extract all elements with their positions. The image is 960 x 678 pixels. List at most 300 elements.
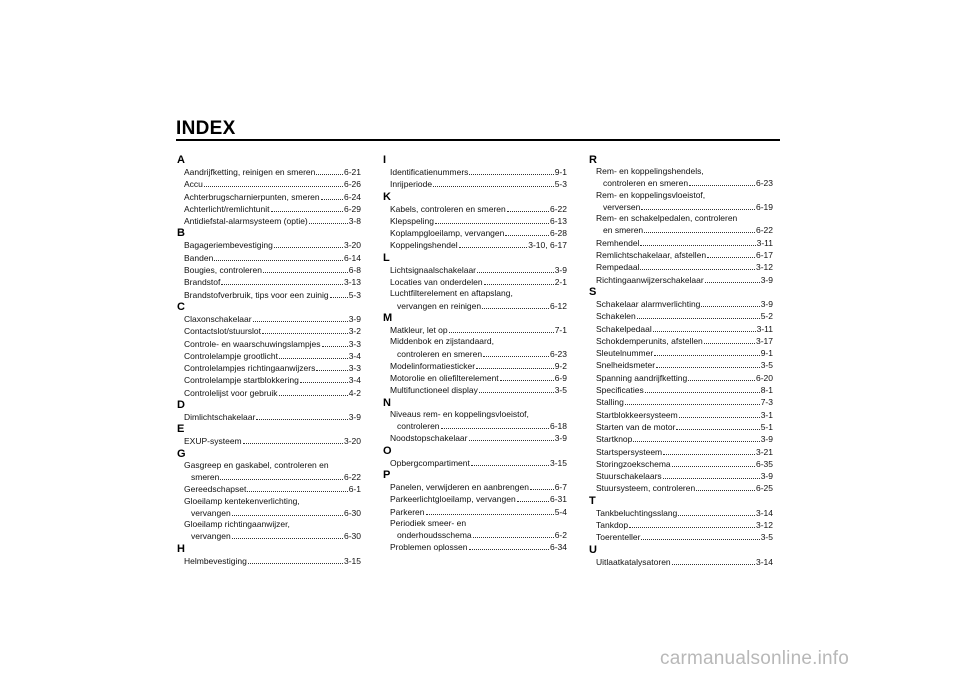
dot-leader xyxy=(689,177,755,186)
index-entry xyxy=(589,556,773,568)
index-entry-text: Koplampgloeilamp, vervangen xyxy=(390,228,505,239)
index-entry-text: Bougies, controleren xyxy=(184,265,262,276)
index-entry-page: 3-4 xyxy=(348,375,361,386)
dot-leader xyxy=(253,313,348,322)
index-entry-text: Matkleur, let op xyxy=(390,324,448,335)
index-entry xyxy=(383,215,567,227)
dot-leader xyxy=(656,359,760,368)
index-entry-page: 6-21 xyxy=(343,167,361,177)
index-entry-text: Helmbevestiging xyxy=(184,555,247,566)
dot-leader xyxy=(426,506,554,515)
index-entry xyxy=(589,384,773,396)
dot-leader xyxy=(530,481,554,490)
index-entry xyxy=(589,323,773,335)
index-entry xyxy=(177,276,361,288)
dot-leader xyxy=(477,264,554,273)
index-entry-page: 3-10, 6-17 xyxy=(528,240,567,251)
index-letter-heading: C xyxy=(177,300,185,313)
index-entry-page: 6-2 xyxy=(554,530,567,541)
index-entry-page: 3-15 xyxy=(343,555,361,566)
dot-leader xyxy=(247,483,347,492)
index-entry xyxy=(589,335,773,347)
index-entry xyxy=(177,264,361,276)
index-entry-page: 3-14 xyxy=(755,507,773,518)
index-letter-heading: G xyxy=(177,447,186,460)
index-entry xyxy=(589,482,773,494)
index-entry xyxy=(589,396,773,408)
index-entry-page: 3-12 xyxy=(755,262,773,273)
index-entry-page: 3-9 xyxy=(348,412,361,423)
index-entry-text: Locaties van onderdelen xyxy=(390,277,483,288)
index-entry-text: Gloeilamp richtingaanwijzer, xyxy=(184,519,290,530)
index-entry-text: Periodiek smeer- en xyxy=(390,517,467,528)
index-column-3 xyxy=(589,154,773,568)
dot-leader xyxy=(663,470,760,479)
dot-leader xyxy=(517,493,549,502)
index-entry-page: 8-1 xyxy=(760,385,773,396)
index-letter-heading: L xyxy=(383,251,390,264)
dot-leader xyxy=(322,338,348,347)
index-entry-page: 3-1 xyxy=(760,409,773,420)
dot-leader xyxy=(663,446,755,455)
index-entry-text: Parkeren xyxy=(390,506,425,517)
index-entry-page: 3-11 xyxy=(756,237,773,248)
index-entry-text: Rem- en schakelpedalen, controleren xyxy=(596,213,738,224)
index-entry xyxy=(177,555,361,567)
dot-leader xyxy=(316,166,343,175)
index-entry-text: Controlelijst voor gebruik xyxy=(184,387,278,398)
dot-leader xyxy=(676,421,759,430)
index-entry-text: Niveaus rem- en koppelingsvloeistof, xyxy=(390,408,529,419)
index-entry-text: Lichtsignaalschakelaar xyxy=(390,264,476,275)
index-entry-page: 3-3 xyxy=(348,363,361,374)
dot-leader xyxy=(204,178,343,187)
index-entry-page: 7-1 xyxy=(554,324,567,335)
index-entry xyxy=(383,409,567,433)
index-entry xyxy=(177,496,361,520)
dot-leader xyxy=(653,323,756,332)
dot-leader xyxy=(479,384,554,393)
index-letter-heading: U xyxy=(589,543,597,556)
dot-leader xyxy=(243,435,343,444)
index-entry-page: 3-9 xyxy=(554,433,567,444)
index-column-2 xyxy=(383,154,567,554)
index-entry xyxy=(383,506,567,518)
index-entry-page: 2-1 xyxy=(554,277,567,288)
index-letter-heading: M xyxy=(383,311,393,324)
index-entry xyxy=(589,409,773,421)
index-entry-text: Aandrijfketting, reinigen en smeren xyxy=(184,167,316,177)
index-entry-page: 5-4 xyxy=(554,506,567,517)
dot-leader xyxy=(701,298,759,307)
index-entry-text: Schakelpedaal xyxy=(596,323,652,334)
index-entry-page: 6-34 xyxy=(549,542,567,553)
index-column-1 xyxy=(177,154,361,567)
index-letter-heading: N xyxy=(383,396,391,409)
index-entry-text: Kabels, controleren en smeren xyxy=(390,203,506,214)
index-entry-page: 6-31 xyxy=(549,494,567,505)
index-entry-text: Brandstofverbruik, tips voor een zuinig xyxy=(184,289,329,300)
index-entry xyxy=(383,541,567,553)
index-entry-page: 6-28 xyxy=(549,228,567,239)
index-entry-text: vervangen en reinigen xyxy=(397,300,482,311)
index-entry xyxy=(589,237,773,249)
index-entry-text: Controlelampjes richtingaanwijzers xyxy=(184,363,316,374)
dot-leader xyxy=(640,237,755,246)
dot-leader xyxy=(633,433,759,442)
index-entry-text: Tankbeluchtingsslang xyxy=(596,507,678,518)
index-entry xyxy=(589,249,773,261)
index-entry xyxy=(383,324,567,336)
index-entry-text: Snelheidsmeter xyxy=(596,360,656,371)
index-entry xyxy=(177,289,361,301)
watermark: carmanualsonline.info xyxy=(660,648,850,669)
dot-leader xyxy=(484,276,554,285)
dot-leader xyxy=(441,420,549,429)
index-entry xyxy=(177,483,361,495)
index-entry xyxy=(383,372,567,384)
index-entry-page: 6-35 xyxy=(755,458,773,469)
index-entry xyxy=(177,362,361,374)
index-entry xyxy=(177,435,361,447)
dot-leader xyxy=(471,457,549,466)
dot-leader xyxy=(300,374,348,383)
index-entry-page: 3-9 xyxy=(760,434,773,445)
index-entry xyxy=(589,274,773,286)
index-entry-text: Specificaties xyxy=(596,385,644,396)
index-entry-page: 6-14 xyxy=(343,252,361,263)
index-letter-heading: R xyxy=(589,154,597,166)
index-entry-page: 6-22 xyxy=(755,225,773,236)
index-entry xyxy=(589,421,773,433)
dot-leader xyxy=(707,249,755,258)
index-entry-text: Achterlicht/remlichtunit xyxy=(184,203,270,214)
index-entry xyxy=(177,350,361,362)
index-entry xyxy=(383,276,567,288)
index-letter-heading: K xyxy=(383,190,391,203)
dot-leader xyxy=(459,239,528,248)
dot-leader xyxy=(505,227,549,236)
index-entry xyxy=(589,531,773,543)
index-letter-heading: P xyxy=(383,468,391,481)
index-entry xyxy=(383,481,567,493)
index-entry xyxy=(589,458,773,470)
index-entry-page: 3-20 xyxy=(343,240,361,251)
index-entry xyxy=(383,360,567,372)
index-entry-text: Klepspeling xyxy=(390,215,434,226)
index-entry-text: onderhoudsschema xyxy=(397,530,472,541)
dot-leader xyxy=(473,529,554,538)
index-entry xyxy=(383,336,567,360)
dot-leader xyxy=(279,350,348,359)
index-entry xyxy=(177,166,361,178)
index-entry-page: 3-5 xyxy=(554,385,567,396)
index-entry-page: 6-22 xyxy=(549,203,567,214)
index-entry-text: Bagageriembevestiging xyxy=(184,240,273,251)
index-entry-page: 3-9 xyxy=(348,313,361,324)
index-letter-heading: T xyxy=(589,494,596,507)
index-entry-text: verversen xyxy=(603,201,641,212)
index-entry-page: 6-23 xyxy=(549,348,567,359)
index-entry-text: Rem- en koppelingshendels, xyxy=(596,166,704,176)
index-entry-text: Koppelingshendel xyxy=(390,240,458,251)
dot-leader xyxy=(248,555,343,564)
dot-leader xyxy=(672,458,755,467)
index-entry-text: Identificatienummers xyxy=(390,167,469,177)
index-entry-text: Middenbok en zijstandaard, xyxy=(390,336,494,347)
index-letter-heading: O xyxy=(383,444,392,457)
index-entry-text: Stuursysteem, controleren xyxy=(596,483,696,494)
dot-leader xyxy=(469,432,554,441)
dot-leader xyxy=(704,335,755,344)
index-entry-text: Rem- en koppelingsvloeistof, xyxy=(596,189,706,200)
index-entry xyxy=(383,518,567,542)
index-entry-text: Toerenteller xyxy=(596,532,641,543)
index-entry xyxy=(383,264,567,276)
index-entry-text: Banden xyxy=(184,252,214,263)
dot-leader xyxy=(500,372,554,381)
dot-leader xyxy=(679,409,760,418)
dot-leader xyxy=(214,252,343,261)
index-entry-text: en smeren xyxy=(603,225,644,236)
dot-leader xyxy=(654,347,760,356)
index-entry xyxy=(589,372,773,384)
index-entry-text: controleren en smeren xyxy=(603,178,689,189)
index-entry-page: 6-20 xyxy=(755,372,773,383)
dot-leader xyxy=(469,541,549,550)
index-entry-page: 6-7 xyxy=(554,481,567,492)
index-entry xyxy=(589,298,773,310)
index-entry-text: smeren xyxy=(191,471,220,482)
index-entry-text: Storingzoekschema xyxy=(596,458,671,469)
index-entry xyxy=(383,457,567,469)
index-entry xyxy=(177,338,361,350)
index-entry-page: 3-14 xyxy=(755,556,773,567)
index-letter-heading: S xyxy=(589,285,597,298)
index-entry-text: Gasgreep en gaskabel, controleren en xyxy=(184,459,329,470)
dot-leader xyxy=(469,166,553,175)
index-entry-text: Tankdop xyxy=(596,520,629,531)
index-entry-text: Gloeilamp kentekenverlichting, xyxy=(184,495,300,506)
index-entry xyxy=(589,190,773,214)
dot-leader xyxy=(263,264,348,273)
dot-leader xyxy=(274,239,343,248)
dot-leader xyxy=(279,387,348,396)
index-entry xyxy=(589,213,773,237)
index-entry-page: 3-5 xyxy=(760,532,773,543)
index-entry-page: 6-17 xyxy=(755,250,773,261)
index-entry-page: 3-4 xyxy=(348,350,361,361)
index-entry xyxy=(383,288,567,312)
index-entry xyxy=(177,191,361,203)
index-entry xyxy=(177,460,361,484)
index-entry-page: 3-9 xyxy=(554,264,567,275)
index-letter-heading: E xyxy=(177,423,185,436)
index-entry-text: Inrijperiode xyxy=(390,179,433,190)
index-entry-page: 6-23 xyxy=(755,178,773,189)
page-title: INDEX xyxy=(176,118,236,139)
index-entry-text: Motorolie en oliefilterelement xyxy=(390,373,499,384)
index-entry-page: 6-22 xyxy=(343,471,361,482)
index-entry xyxy=(589,446,773,458)
index-entry-text: Rempedaal xyxy=(596,262,640,273)
index-entry-text: Schakelaar alarmverlichting xyxy=(596,298,701,309)
dot-leader xyxy=(262,325,348,334)
dot-leader xyxy=(641,531,759,540)
index-entry xyxy=(383,203,567,215)
index-entry-page: 3-12 xyxy=(755,520,773,531)
index-entry-page: 3-20 xyxy=(343,436,361,447)
index-entry-page: 3-2 xyxy=(348,326,361,337)
dot-leader xyxy=(232,507,343,516)
index-entry xyxy=(177,374,361,386)
index-entry-text: vervangen xyxy=(191,507,231,518)
dot-leader xyxy=(672,556,755,565)
dot-leader xyxy=(483,348,549,357)
dot-leader xyxy=(220,471,343,480)
index-entry xyxy=(177,178,361,190)
index-entry-page: 3-9 xyxy=(760,471,773,482)
index-entry-text: Schakelen xyxy=(596,311,636,322)
index-entry xyxy=(383,493,567,505)
index-entry-text: Remhendel xyxy=(596,237,640,248)
index-entry xyxy=(589,470,773,482)
dot-leader xyxy=(476,360,554,369)
index-entry-text: Problemen oplossen xyxy=(390,542,468,553)
index-entry-text: Spanning aandrijfketting xyxy=(596,372,688,383)
index-entry-text: Startspersysteem xyxy=(596,446,663,457)
index-entry-page: 6-30 xyxy=(343,531,361,542)
index-entry xyxy=(383,178,567,190)
index-entry-text: Luchtfilterelement en aftapslang, xyxy=(390,288,513,299)
index-entry-text: Stuurschakelaars xyxy=(596,471,662,482)
dot-leader xyxy=(433,178,554,187)
index-entry-page: 7-3 xyxy=(760,397,773,408)
index-entry xyxy=(589,519,773,531)
index-entry-text: Richtingaanwijzerschakelaar xyxy=(596,274,704,285)
index-entry-page: 6-30 xyxy=(343,507,361,518)
index-entry-text: Controlelampje grootlicht xyxy=(184,350,279,361)
index-entry-text: Achterbrugscharnierpunten, smeren xyxy=(184,191,320,202)
dot-leader xyxy=(507,203,549,212)
index-entry-text: Schokdemperunits, afstellen xyxy=(596,335,703,346)
index-entry xyxy=(383,227,567,239)
index-entry-page: 5-2 xyxy=(760,311,773,322)
index-entry-page: 6-1 xyxy=(348,484,361,495)
index-entry xyxy=(177,387,361,399)
index-entry-page: 6-13 xyxy=(549,215,567,226)
index-entry-page: 6-8 xyxy=(348,265,361,276)
index-entry-page: 3-13 xyxy=(343,277,361,288)
dot-leader xyxy=(688,372,755,381)
index-entry-page: 3-9 xyxy=(760,274,773,285)
index-entry-page: 3-11 xyxy=(756,323,773,334)
dot-leader xyxy=(696,482,755,491)
index-letter-heading: I xyxy=(383,154,387,166)
index-entry-text: Accu xyxy=(184,179,203,190)
dot-leader xyxy=(309,215,348,224)
index-entry-text: Gereedschapset xyxy=(184,484,247,495)
dot-leader xyxy=(321,191,343,200)
index-entry-page: 5-1 xyxy=(760,421,773,432)
index-entry xyxy=(589,261,773,273)
dot-leader xyxy=(640,261,755,270)
index-entry xyxy=(383,384,567,396)
dot-leader xyxy=(316,362,347,371)
index-entry-page: 6-19 xyxy=(755,201,773,212)
index-entry-text: controleren xyxy=(397,421,440,432)
dot-leader xyxy=(645,384,760,393)
index-entry-page: 3-5 xyxy=(760,360,773,371)
dot-leader xyxy=(625,396,760,405)
index-entry-text: Startknop xyxy=(596,434,633,445)
index-entry-page: 5-3 xyxy=(554,179,567,190)
index-entry xyxy=(589,310,773,322)
index-entry-text: vervangen xyxy=(191,531,231,542)
dot-leader xyxy=(232,530,343,539)
dot-leader xyxy=(705,274,760,283)
dot-leader xyxy=(449,324,554,333)
index-entry-text: Controle- en waarschuwingslampjes xyxy=(184,338,321,349)
index-entry-page: 6-26 xyxy=(343,179,361,190)
index-entry xyxy=(589,507,773,519)
index-entry-page: 3-8 xyxy=(348,216,361,227)
index-entry-page: 9-1 xyxy=(760,348,773,359)
index-entry-text: Claxonschakelaar xyxy=(184,313,252,324)
dot-leader xyxy=(644,224,755,233)
dot-leader xyxy=(256,411,347,420)
index-letter-heading: D xyxy=(177,399,185,412)
index-entry-page: 5-3 xyxy=(348,289,361,300)
index-entry xyxy=(177,252,361,264)
index-entry-text: EXUP-systeem xyxy=(184,436,242,447)
index-entry-text: controleren en smeren xyxy=(397,348,483,359)
index-entry-page: 4-2 xyxy=(348,387,361,398)
index-letter-heading: H xyxy=(177,542,185,555)
dot-leader xyxy=(271,203,343,212)
index-entry-page: 3-3 xyxy=(348,338,361,349)
index-entry xyxy=(589,359,773,371)
index-entry-text: Multifunctioneel display xyxy=(390,385,478,396)
index-entry-page: 3-21 xyxy=(755,446,773,457)
index-entry-text: Noodstopschakelaar xyxy=(390,433,468,444)
index-entry-page: 6-25 xyxy=(755,483,773,494)
index-entry xyxy=(177,519,361,543)
index-entry xyxy=(383,239,567,251)
index-entry-text: Uitlaatkatalysatoren xyxy=(596,556,671,567)
index-entry-page: 3-15 xyxy=(549,457,567,468)
index-entry-text: Sleutelnummer xyxy=(596,348,654,359)
index-entry xyxy=(589,433,773,445)
index-entry-page: 3-9 xyxy=(760,298,773,309)
index-entry-text: Controlelampje startblokkering xyxy=(184,375,299,386)
index-entry-text: Panelen, verwijderen en aanbrengen xyxy=(390,481,529,492)
index-entry-text: Opbergcompartiment xyxy=(390,457,470,468)
index-entry-text: Stalling xyxy=(596,397,624,408)
index-entry xyxy=(589,166,773,190)
index-entry xyxy=(383,166,567,178)
index-entry-page: 6-24 xyxy=(343,191,361,202)
index-entry xyxy=(177,215,361,227)
index-letter-heading: A xyxy=(177,154,185,166)
index-entry-page: 6-18 xyxy=(549,421,567,432)
index-entry-page: 6-29 xyxy=(343,203,361,214)
index-entry xyxy=(177,313,361,325)
title-rule xyxy=(176,139,780,141)
dot-leader xyxy=(435,215,549,224)
index-entry-page: 9-2 xyxy=(554,360,567,371)
index-entry-text: Antidiefstal-alarmsysteem (optie) xyxy=(184,216,308,227)
